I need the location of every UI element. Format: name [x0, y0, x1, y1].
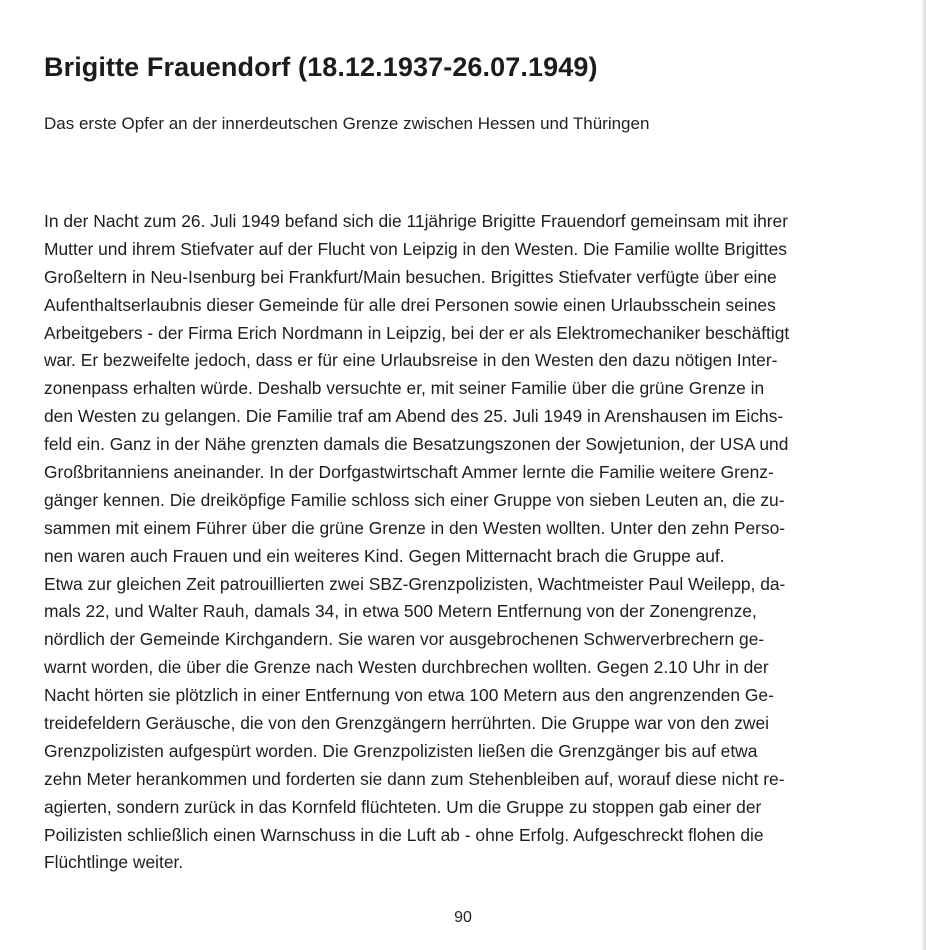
page-number: 90	[454, 909, 472, 926]
body-line: Etwa zur gleichen Zeit patrouillierten zwei SBZ-Grenzpolizisten, Wachtmeister Paul Weilepp, da-	[44, 573, 786, 594]
body-line: Grenzpolizisten aufgespürt worden. Die Grenzpolizisten ließen die Grenzgänger bis auf etwa	[44, 740, 758, 761]
body-paragraph	[44, 208, 904, 877]
body-line: Mutter und ihrem Stiefvater auf der Flucht von Leipzig in den Westen. Die Familie wollte Brigittes	[44, 238, 787, 259]
body-line: nen waren auch Frauen und ein weiteres Kind. Gegen Mitternacht brach die Gruppe auf.	[44, 545, 725, 566]
body-line: feld ein. Ganz in der Nähe grenzten damals die Besatzungszonen der Sowjetunion, der USA und	[44, 434, 789, 455]
body-line: den Westen zu gelangen. Die Familie traf am Abend des 25. Juli 1949 in Arenshausen im Eichs-	[44, 406, 784, 427]
body-line: warnt worden, die über die Grenze nach Westen durchbrechen wollten. Gegen 2.10 Uhr in der	[44, 657, 769, 678]
body-line: zehn Meter herankommen und forderten sie dann zum Stehenbleiben auf, worauf diese nicht re-	[44, 768, 785, 789]
body-line: gänger kennen. Die dreiköpfige Familie schloss sich einer Gruppe von sieben Leuten an, die zu-	[44, 489, 785, 510]
page-title: Brigitte Frauendorf (18.12.1937-26.07.1949)	[44, 52, 598, 82]
body-line: zonenpass erhalten würde. Deshalb versuchte er, mit seiner Familie über die grüne Grenze in	[44, 378, 765, 399]
body-line: agierten, sondern zurück in das Kornfeld flüchteten. Um die Gruppe zu stoppen gab einer der	[44, 796, 762, 817]
page-subtitle: Das erste Opfer an der innerdeutschen Grenze zwischen Hessen und Thüringen	[44, 114, 650, 133]
body-line: treidefeldern Geräusche, die von den Grenzgängern herrührten. Die Gruppe war von den zwei	[44, 713, 770, 734]
body-line: Großeltern in Neu-Isenburg bei Frankfurt/Main besuchen. Brigittes Stiefvater verfügte über eine	[44, 266, 777, 287]
body-line: In der Nacht zum 26. Juli 1949 befand sich die 11jährige Brigitte Frauendorf gemeinsam mit ihrer	[44, 211, 788, 231]
page-edge-shadow	[922, 0, 926, 950]
body-line: Aufenthaltserlaubnis dieser Gemeinde für alle drei Personen sowie einen Urlaubsschein seines	[44, 294, 776, 315]
body-line: war. Er bezweifelte jedoch, dass er für eine Urlaubsreise in den Westen den dazu nötigen Inter-	[44, 350, 778, 371]
body-line: Großbritanniens aneinander. In der Dorfgastwirtschaft Ammer lernte die Familie weitere Grenz-	[44, 462, 774, 483]
body-line: Arbeitgebers - der Firma Erich Nordmann in Leipzig, bei der er als Elektromechaniker beschäftigt	[44, 322, 790, 343]
body-line: Poilizisten schließlich einen Warnschuss in die Luft ab - ohne Erfolg. Aufgeschreckt flohen die	[44, 824, 764, 845]
body-line: sammen mit einem Führer über die grüne Grenze in den Westen wollten. Unter den zehn Perso-	[44, 517, 786, 538]
body-line: nördlich der Gemeinde Kirchgandern. Sie waren vor ausgebrochenen Schwerverbrechern ge-	[44, 629, 765, 650]
body-line: mals 22, und Walter Rauh, damals 34, in etwa 500 Metern Entfernung von der Zonengrenze,	[44, 601, 757, 622]
body-line: Flüchtlinge weiter.	[44, 852, 184, 873]
body-line: Nacht hörten sie plötzlich in einer Entfernung von etwa 100 Metern aus den angrenzenden Ge-	[44, 685, 774, 706]
